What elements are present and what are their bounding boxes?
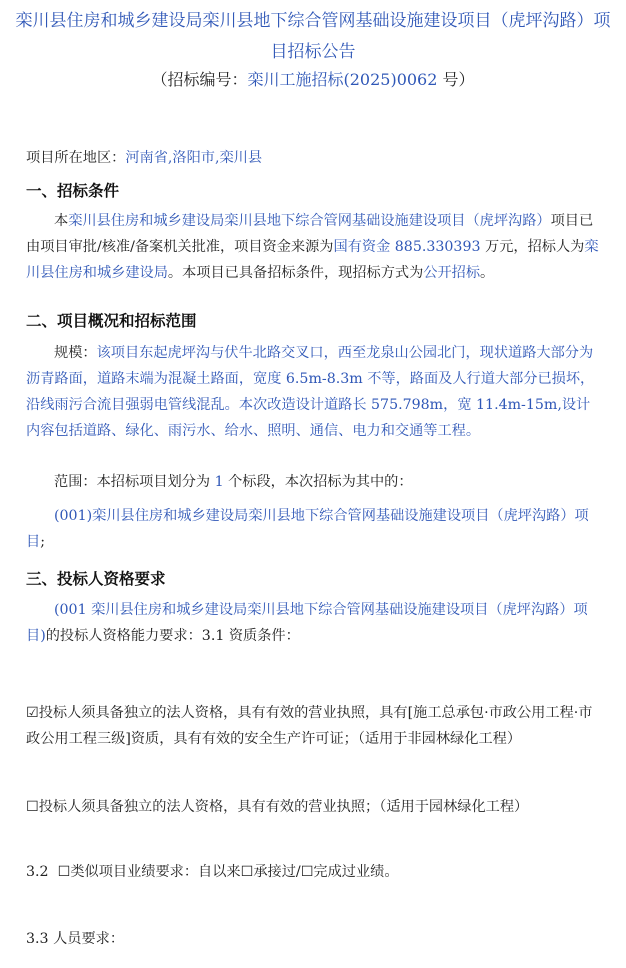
bid-number-label: （招标编号： <box>151 70 248 89</box>
section-2-heading: 二、项目概况和招标范围 <box>26 312 197 330</box>
checked-box-icon: ☑ <box>26 705 39 721</box>
unchecked-box-icon: ☐ <box>240 864 254 880</box>
project-region <box>26 145 602 171</box>
bid-number-value: 栾川工施招标(2025)0062 <box>247 70 438 89</box>
s1-method: 公开招标 <box>423 265 481 281</box>
section-1-heading: 一、招标条件 <box>26 182 120 200</box>
section-3-requirement <box>26 597 602 649</box>
req-text: 的投标人资格能力要求：3.1 资质条件： <box>45 628 300 644</box>
perf-text: 类似项目业绩要求：自以来 <box>70 864 241 880</box>
s1-text: 。本项目已具备招标条件，现招标方式为 <box>167 265 424 281</box>
perf-num: 3.2 <box>26 864 49 880</box>
section-3-heading: 三、投标人资格要求 <box>26 570 166 588</box>
unchecked-box-icon: ☐ <box>26 799 39 815</box>
lot-end: ; <box>40 534 45 550</box>
s1-text: 。 <box>480 265 495 281</box>
s1-text: 本 <box>54 213 69 229</box>
range-text: 个标段，本次招标为其中的： <box>223 474 413 490</box>
bid-number-suffix: 号） <box>442 70 475 89</box>
section-2-scale <box>26 340 602 444</box>
perf-text: 完成过业绩。 <box>313 864 399 880</box>
option-1-text: 投标人须具备独立的法人资格，具有有效的营业执照，具有[施工总承包·市政公用工程·市政公用工程三级]资质，具有有效的安全生产许可证；（适用于非园林绿化工程） <box>26 705 593 747</box>
range-text: 范围：本招标项目划分为 <box>54 474 215 490</box>
perf-text: 承接过/ <box>253 864 301 880</box>
section-2-lot <box>26 503 602 555</box>
option-2-text: 投标人须具备独立的法人资格，具有有效的营业执照；（适用于园林绿化工程） <box>38 799 529 815</box>
region-label: 项目所在地区： <box>26 150 126 166</box>
s1-tenderer: 栾川县住房和城乡建设局 <box>26 239 599 281</box>
bid-number <box>0 69 626 91</box>
staff-requirement: 3.3 人员要求： <box>26 931 125 947</box>
s1-fund: 国有资金 885.330393 <box>333 239 481 255</box>
unchecked-box-icon: ☐ <box>57 864 71 880</box>
s1-text: 项目已由项目审批/核准/备案机关批准，项目资金来源为 <box>26 213 594 255</box>
qualification-option-1 <box>26 700 602 752</box>
scale-label: 规模： <box>54 345 97 361</box>
lot-name: (001)栾川县住房和城乡建设局栾川县地下综合管网基础设施建设项目（虎坪沟路）项目 <box>26 508 589 550</box>
performance-requirement <box>26 859 602 885</box>
qualification-option-2 <box>26 794 602 820</box>
page-title: 栾川县住房和城乡建设局栾川县地下综合管网基础设施建设项目（虎坪沟路）项目招标公告 <box>15 11 611 62</box>
region-value: 河南省,洛阳市,栾川县 <box>125 150 263 166</box>
range-num: 1 <box>214 474 224 490</box>
lot-ref: (001 栾川县住房和城乡建设局栾川县地下综合管网基础设施建设项目（虎坪沟路）项目) <box>26 602 588 644</box>
s1-text: 万元，招标人为 <box>480 239 585 255</box>
unchecked-box-icon: ☐ <box>300 864 314 880</box>
s1-project-name: 栾川县住房和城乡建设局栾川县地下综合管网基础设施建设项目（虎坪沟路） <box>68 213 551 229</box>
section-1-body <box>26 208 602 286</box>
section-2-range <box>26 469 602 495</box>
scale-text: 该项目东起虎坪沟与伏牛北路交叉口，西至龙泉山公园北门，现状道路大部分为沥青路面，道路末端为混凝土路面，宽度 6.5m-8.3m 不等，路面及人行道大部分已损坏，沿线雨污合流目强弱电管线混乱。本次改造设计道路长 575.798m，宽 11.4m-15m,设计内容包括道路、绿化、雨污水、给水、照明、通信、电力和交通等工程。 <box>26 345 595 439</box>
